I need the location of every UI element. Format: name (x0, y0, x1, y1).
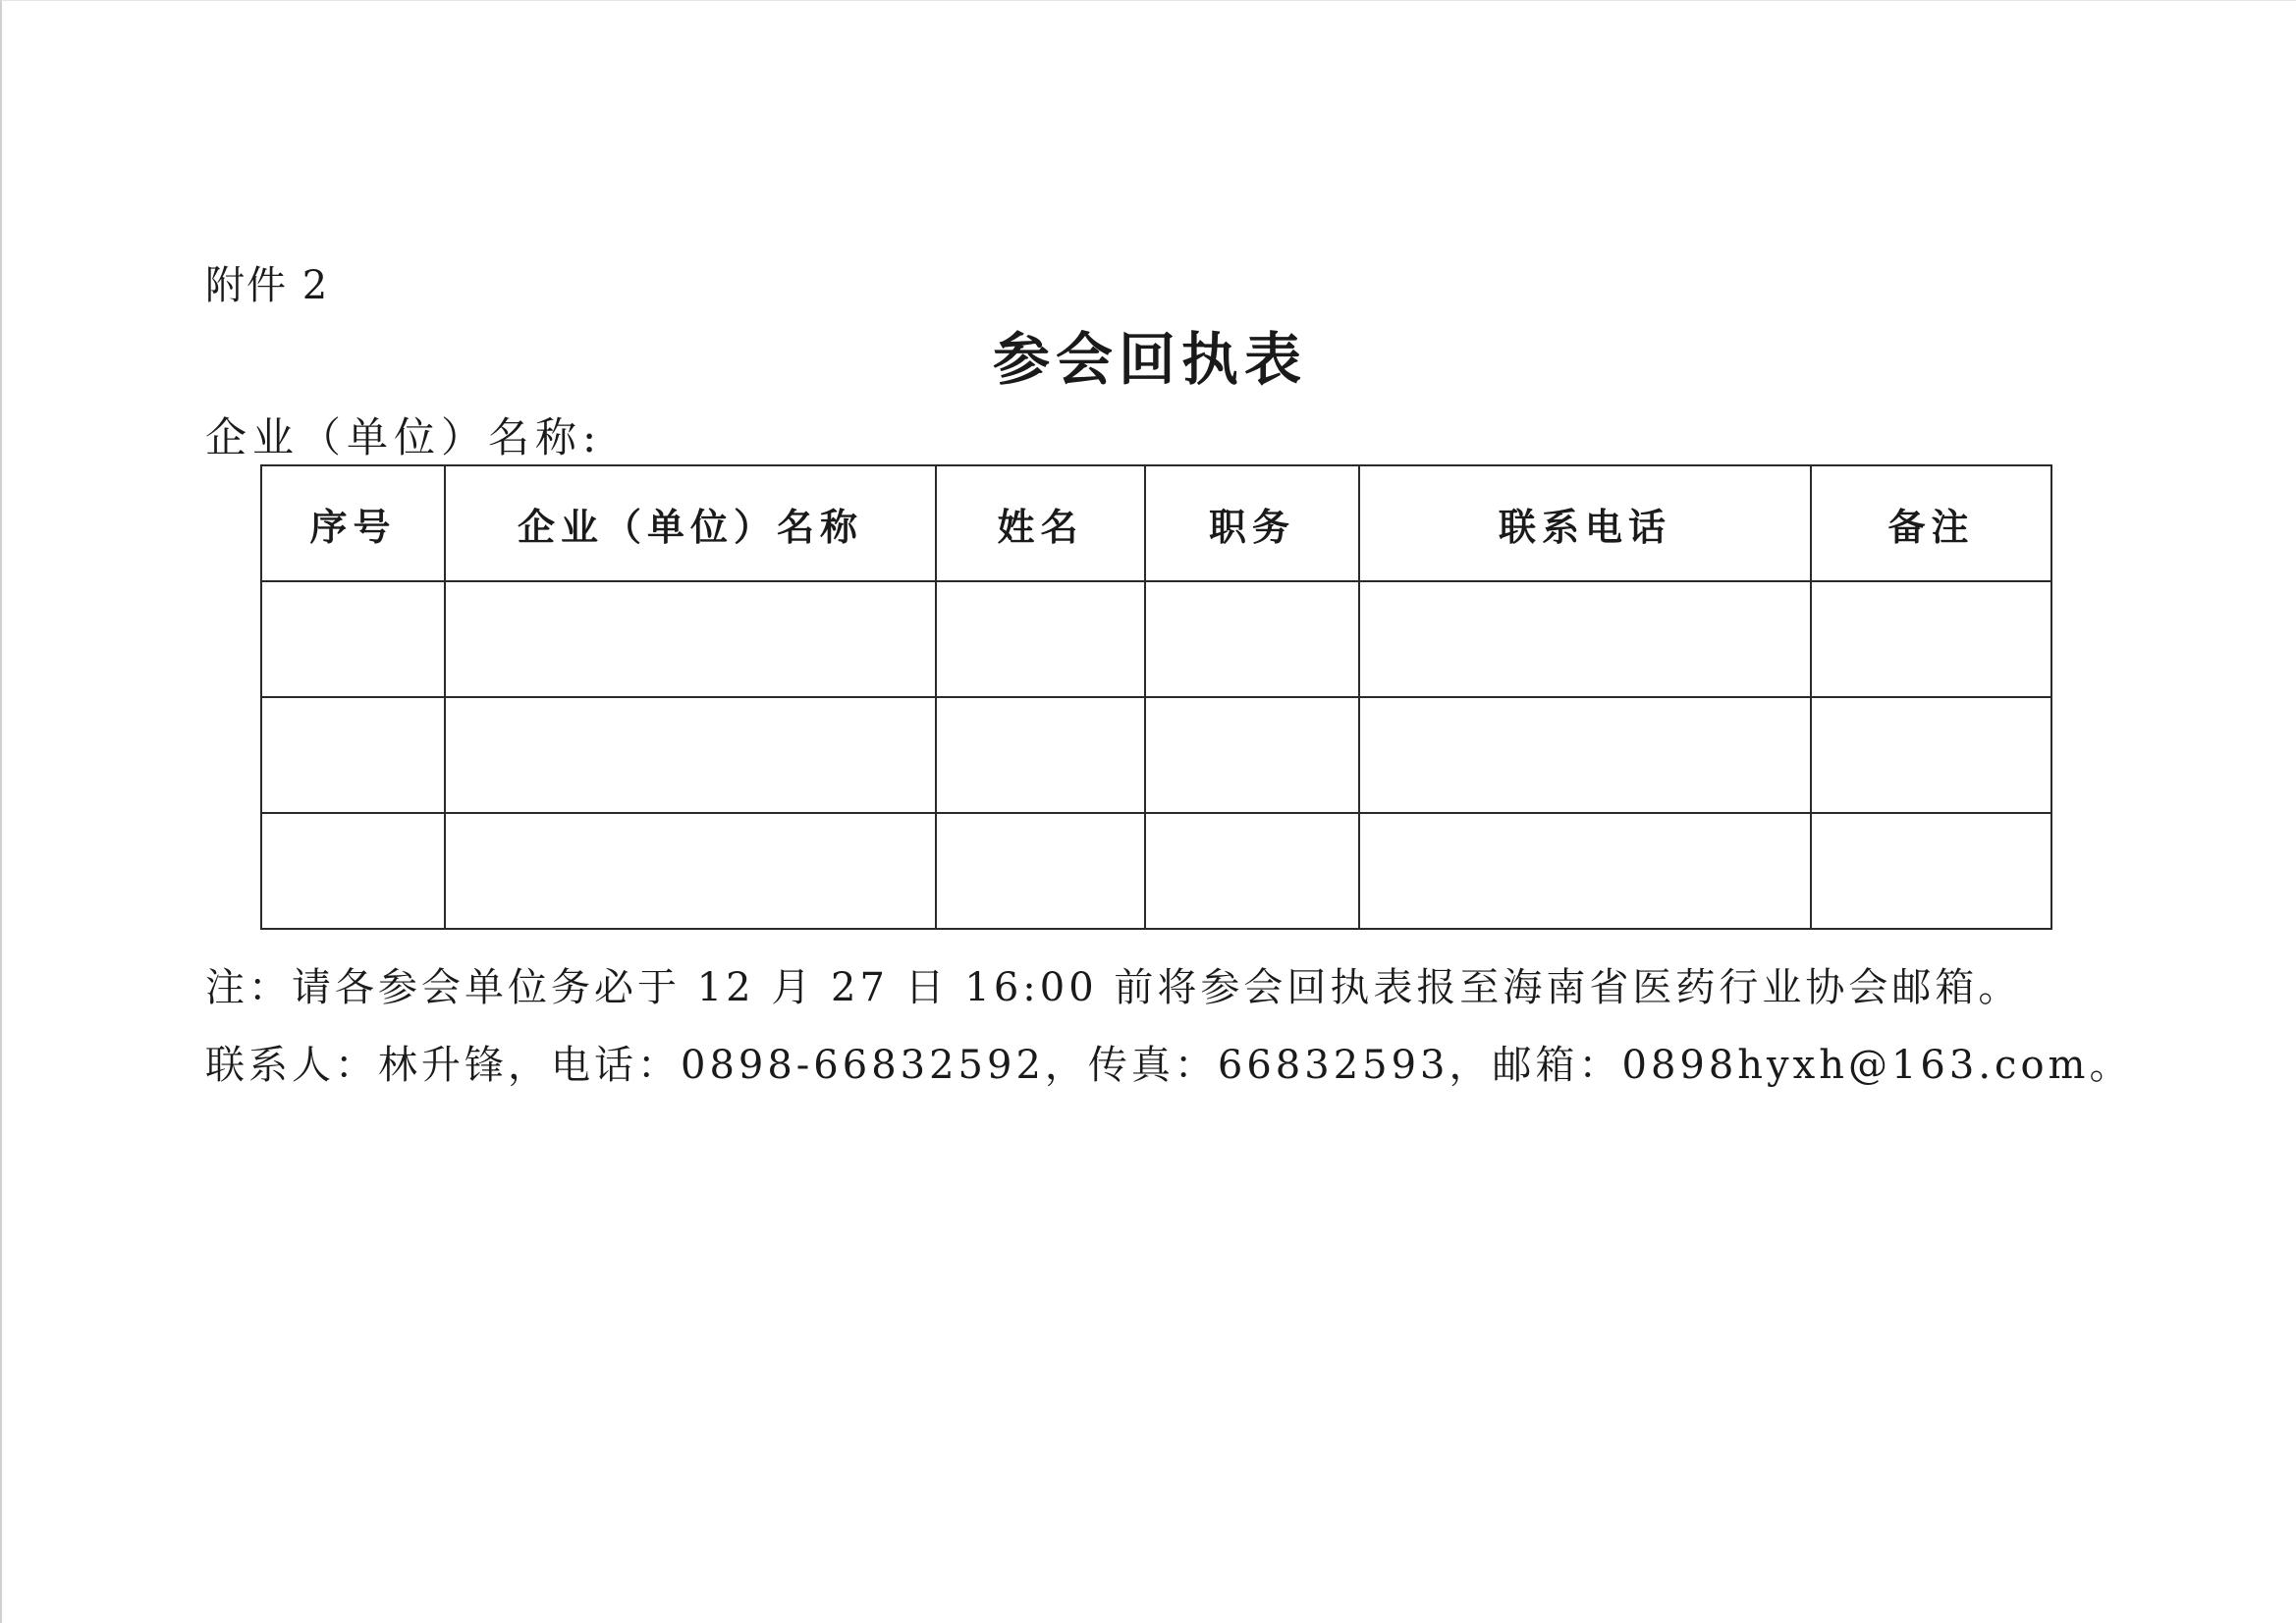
header-index: 序号 (261, 465, 445, 581)
table-cell (936, 697, 1145, 813)
table-cell (1145, 697, 1359, 813)
header-phone: 联系电话 (1359, 465, 1811, 581)
table-cell (1811, 697, 2051, 813)
table-cell (1359, 581, 1811, 697)
header-name: 姓名 (936, 465, 1145, 581)
table-cell (936, 581, 1145, 697)
registration-table (260, 464, 2052, 930)
table-cell (1145, 581, 1359, 697)
table-cell (1359, 697, 1811, 813)
table-cell (261, 581, 445, 697)
contact-info: 联系人：林升锋，电话：0898-66832592，传真：66832593，邮箱：0898hyxh@163.com。 (205, 1043, 2133, 1088)
table-cell (1811, 581, 2051, 697)
table-cell (261, 813, 445, 929)
header-position: 职务 (1145, 465, 1359, 581)
unit-name-label: 企业（单位）名称: (205, 413, 603, 461)
attachment-label: 附件 2 (205, 263, 330, 308)
table-cell (445, 697, 936, 813)
table-cell (1359, 813, 1811, 929)
table-row (261, 697, 2051, 813)
table-cell (261, 697, 445, 813)
table-cell (936, 813, 1145, 929)
table-cell (445, 813, 936, 929)
table-cell (1811, 813, 2051, 929)
page-title: 参会回执表 (992, 326, 1307, 393)
table-cell (445, 581, 936, 697)
header-remarks: 备注 (1811, 465, 2051, 581)
table-header-row (261, 465, 2051, 581)
deadline-note: 注：请各参会单位务必于 12 月 27 日 16:00 前将参会回执表报至海南省医药行业协会邮箱。 (205, 965, 2022, 1010)
table-row (261, 813, 2051, 929)
header-unit-name: 企业（单位）名称 (445, 465, 936, 581)
table-cell (1145, 813, 1359, 929)
table-row (261, 581, 2051, 697)
